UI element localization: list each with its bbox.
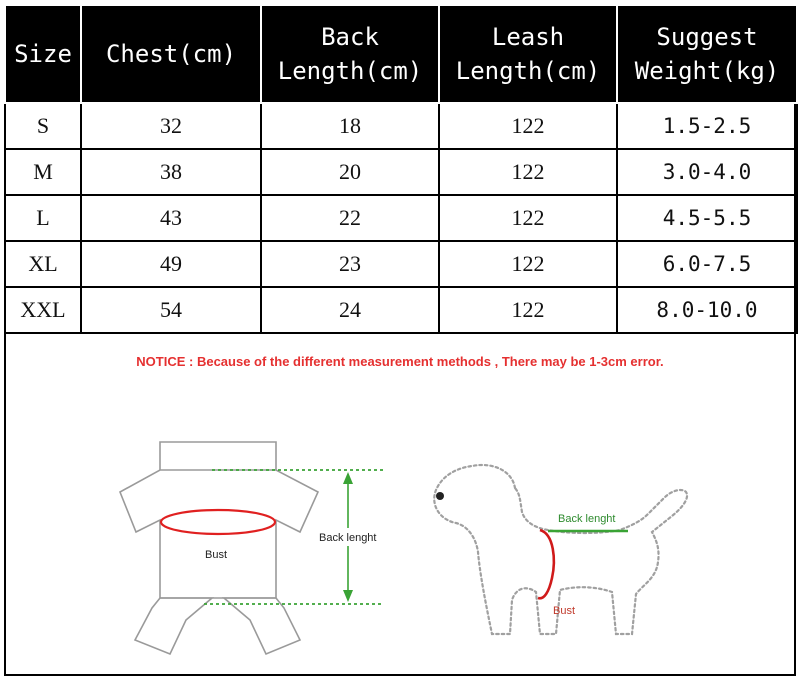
cell-leash-length: 122 bbox=[439, 287, 617, 333]
cell-back-length: 22 bbox=[261, 195, 439, 241]
header-label: Size bbox=[14, 40, 72, 68]
cell-leash-length: 122 bbox=[439, 103, 617, 149]
dog-bust-measure bbox=[538, 530, 554, 598]
header-back-length bbox=[261, 5, 439, 103]
cell-leash-length: 122 bbox=[439, 149, 617, 195]
size-table bbox=[4, 4, 798, 334]
cell-chest: 38 bbox=[81, 149, 261, 195]
cell-back-length: 20 bbox=[261, 149, 439, 195]
table-row bbox=[5, 241, 797, 287]
table-row bbox=[5, 149, 797, 195]
cell-weight: 6.0-7.5 bbox=[617, 241, 797, 287]
cell-leash-length: 122 bbox=[439, 241, 617, 287]
garment-bust-measure bbox=[161, 510, 275, 534]
cell-back-length: 18 bbox=[261, 103, 439, 149]
header-leash-length bbox=[439, 5, 617, 103]
cell-weight: 4.5-5.5 bbox=[617, 195, 797, 241]
cell-back-length: 23 bbox=[261, 241, 439, 287]
header-label: Chest(cm) bbox=[105, 40, 237, 68]
notice-text: NOTICE : Because of the different measurement methods , There may be 1-3cm error. bbox=[136, 354, 664, 369]
table-header-row bbox=[5, 5, 797, 103]
cell-size: XL bbox=[5, 241, 81, 287]
cell-weight: 8.0-10.0 bbox=[617, 287, 797, 333]
dog-back-length-label: Back lenght bbox=[558, 513, 616, 525]
cell-back-length: 24 bbox=[261, 287, 439, 333]
cell-leash-length: 122 bbox=[439, 195, 617, 241]
table-row bbox=[5, 287, 797, 333]
dog-eye-icon bbox=[436, 492, 444, 500]
header-label: Back bbox=[321, 23, 379, 51]
cell-size: S bbox=[5, 103, 81, 149]
garment-back-length-label: Back lenght bbox=[319, 532, 377, 544]
arrow-up-icon bbox=[343, 472, 353, 484]
table-row bbox=[5, 195, 797, 241]
cell-weight: 3.0-4.0 bbox=[617, 149, 797, 195]
header-suggest-weight bbox=[617, 5, 797, 103]
cell-chest: 32 bbox=[81, 103, 261, 149]
cell-size: XXL bbox=[5, 287, 81, 333]
cell-chest: 43 bbox=[81, 195, 261, 241]
cell-chest: 54 bbox=[81, 287, 261, 333]
header-label: Length(cm) bbox=[277, 57, 423, 85]
table-row bbox=[5, 103, 797, 149]
clothing-outline-icon bbox=[120, 442, 318, 654]
header-size bbox=[5, 5, 81, 103]
measurement-diagram bbox=[0, 420, 800, 670]
cell-weight: 1.5-2.5 bbox=[617, 103, 797, 149]
garment-bust-label: Bust bbox=[205, 549, 228, 561]
header-label: Weight(kg) bbox=[634, 57, 780, 85]
header-label: Suggest bbox=[656, 23, 758, 51]
cell-size: L bbox=[5, 195, 81, 241]
cell-size: M bbox=[5, 149, 81, 195]
header-chest bbox=[81, 5, 261, 103]
arrow-down-icon bbox=[343, 590, 353, 602]
header-label: Leash bbox=[491, 23, 565, 51]
dog-bust-label: Bust bbox=[553, 605, 576, 617]
header-label: Length(cm) bbox=[455, 57, 601, 85]
cell-chest: 49 bbox=[81, 241, 261, 287]
